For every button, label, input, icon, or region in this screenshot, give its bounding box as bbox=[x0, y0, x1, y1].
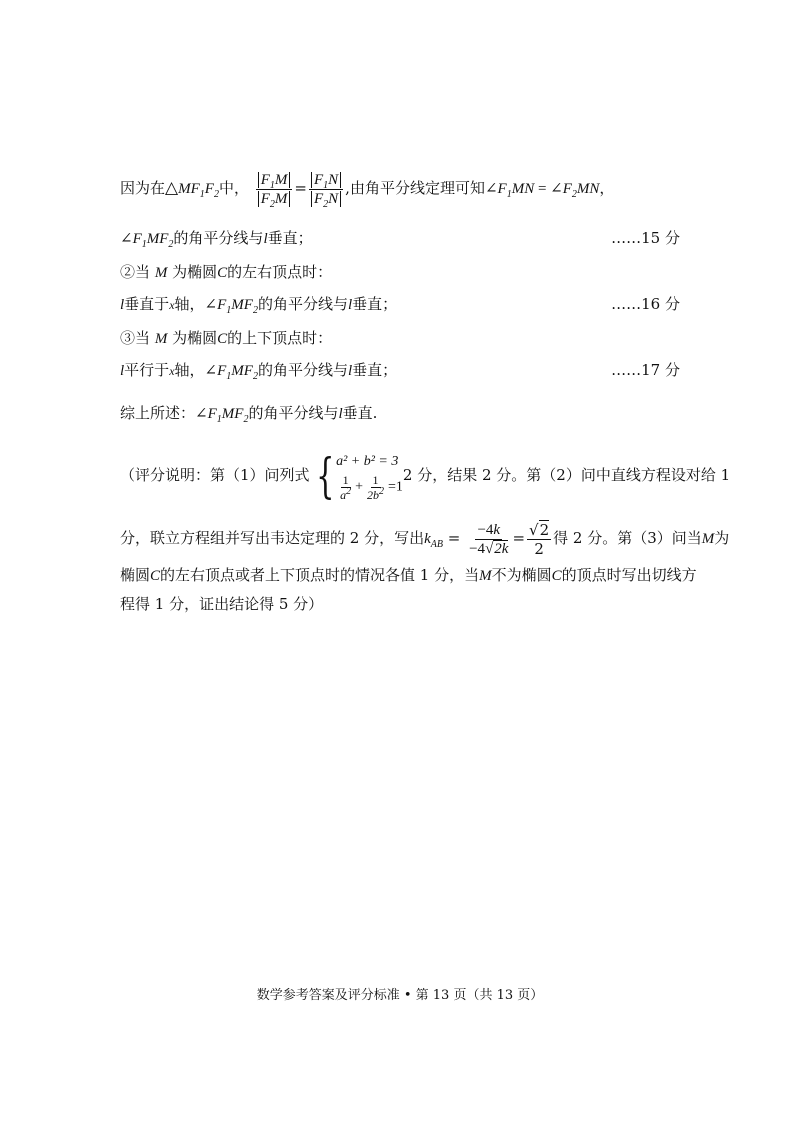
equation-1: a² + b² = 3 bbox=[336, 453, 399, 469]
var-l: l bbox=[263, 231, 268, 247]
text: 垂直； bbox=[352, 295, 398, 313]
text-prefix: 因为在 bbox=[120, 179, 166, 197]
triangle-symbol: △ bbox=[165, 178, 179, 198]
circled-2: ② bbox=[120, 263, 136, 281]
text: 得 2 分。第（3）问当 bbox=[553, 529, 702, 547]
text-mid: 中， bbox=[218, 179, 249, 197]
slope-fraction: $\frac{-4k}{-4√2k}$ bbox=[469, 521, 509, 557]
text: 综上所述： bbox=[120, 404, 196, 422]
text: 垂直于 bbox=[124, 295, 170, 313]
scoring-note-line-1 bbox=[120, 440, 731, 510]
circled-3: ③ bbox=[120, 329, 136, 347]
page-footer: 数学参考答案及评分标准 • 第 13 页（共 13 页） bbox=[256, 988, 544, 1003]
text: 的上下顶点时： bbox=[227, 329, 333, 347]
text: 不为椭圆 bbox=[491, 566, 552, 584]
var-M: M bbox=[154, 331, 168, 347]
conclusion-line-17: l平行于x轴，$\angle F_1MF_2$的角平分线与l垂直； bbox=[120, 361, 398, 382]
var-C: C bbox=[217, 331, 228, 347]
text: 的角平分线与 bbox=[257, 295, 348, 313]
text: 2 分，结果 2 分。第（2）问中直线方程设对给 1 bbox=[402, 466, 731, 484]
scoring-note-line-2: 分，联立方程组并写出韦达定理的 2 分，写出$k_{AB}$ = $\frac{-4k}{-4√2k}$ = $\frac{√2}{2}$ 得 2 分。第（3）问当M为 bbox=[120, 520, 730, 558]
var-l: l bbox=[120, 297, 125, 313]
text: 的左右顶点或者上下顶点时的情况各值 1 分，当 bbox=[160, 566, 480, 584]
ratio-fraction-left: $\frac{F_1M}{F_2M}$ bbox=[256, 171, 293, 208]
score-16: ……16 分 bbox=[611, 295, 680, 313]
var-M: M bbox=[154, 265, 168, 281]
text: 垂直； bbox=[352, 361, 398, 379]
text: 垂直. bbox=[342, 404, 378, 422]
text: 为椭圆 bbox=[172, 263, 218, 281]
text-end: ， bbox=[599, 179, 615, 197]
var-l: l bbox=[120, 363, 125, 379]
text: 的左右顶点时： bbox=[227, 263, 333, 281]
text: 轴， bbox=[174, 295, 205, 313]
text: 的顶点时写出切线方 bbox=[561, 566, 697, 584]
equation-system: a² + b² = 3 $\frac{1}{a^2}$ + $\frac{1}{2b^2}$ =1 bbox=[336, 451, 403, 502]
text: 程得 1 分，证出结论得 5 分） bbox=[120, 595, 324, 613]
var-x: x bbox=[169, 364, 175, 378]
summary-line: 综上所述：$\angle F_1MF_2$的角平分线与l垂直. bbox=[120, 404, 378, 425]
text-suffix: ,由角平分线定理可知 bbox=[345, 179, 485, 197]
case-2-heading bbox=[120, 262, 680, 283]
scoring-note-line-4 bbox=[120, 594, 680, 614]
text: 的角平分线与 bbox=[257, 361, 348, 379]
angle-bisector-theorem-line: 因为在$\triangle MF_1F_2$中， $\frac{F_1M}{F_2M}$ = $\frac{F_1N}{F_2N}$ ,由角平分线定理可知$\angle F_1MN$ = $\angle F_2MN$， bbox=[120, 171, 615, 210]
text: 分，联立方程组并写出韦达定理的 2 分，写出 bbox=[120, 529, 425, 547]
var-l: l bbox=[347, 297, 353, 313]
left-brace: { bbox=[315, 448, 334, 504]
var-x: x bbox=[169, 298, 175, 312]
var-C: C bbox=[217, 265, 228, 281]
text: 当 bbox=[135, 329, 151, 347]
text: 轴， bbox=[174, 361, 205, 379]
text: 当 bbox=[135, 263, 151, 281]
text: 的角平分线与 bbox=[248, 404, 339, 422]
conclusion-line-15: $\angle F_1MF_2$的角平分线与l垂直； bbox=[120, 229, 313, 250]
sqrt2-over-2-fraction: $\frac{√2}{2}$ bbox=[529, 520, 550, 558]
score-17: ……17 分 bbox=[611, 361, 680, 379]
text: 平行于 bbox=[124, 361, 170, 379]
text: （评分说明：第（1）问列式 bbox=[120, 466, 310, 484]
case-3-heading bbox=[120, 328, 680, 349]
score-15: ……15 分 bbox=[611, 229, 680, 247]
conclusion-line-16: l垂直于x轴，$\angle F_1MF_2$的角平分线与l垂直； bbox=[120, 295, 398, 316]
scoring-note-line-3: 椭圆C的左右顶点或者上下顶点时的情况各值 1 分，当M不为椭圆C的顶点时写出切线方 bbox=[120, 566, 697, 584]
text: 的角平分线与 bbox=[173, 229, 264, 247]
text-end: 垂直； bbox=[267, 229, 313, 247]
text: 为 bbox=[714, 529, 730, 547]
var-l: l bbox=[347, 363, 353, 379]
ratio-fraction-right: $\frac{F_1N}{F_2N}$ bbox=[309, 171, 343, 208]
text: 椭圆 bbox=[120, 566, 151, 584]
var-l: l bbox=[338, 406, 343, 422]
text: 为椭圆 bbox=[172, 329, 218, 347]
